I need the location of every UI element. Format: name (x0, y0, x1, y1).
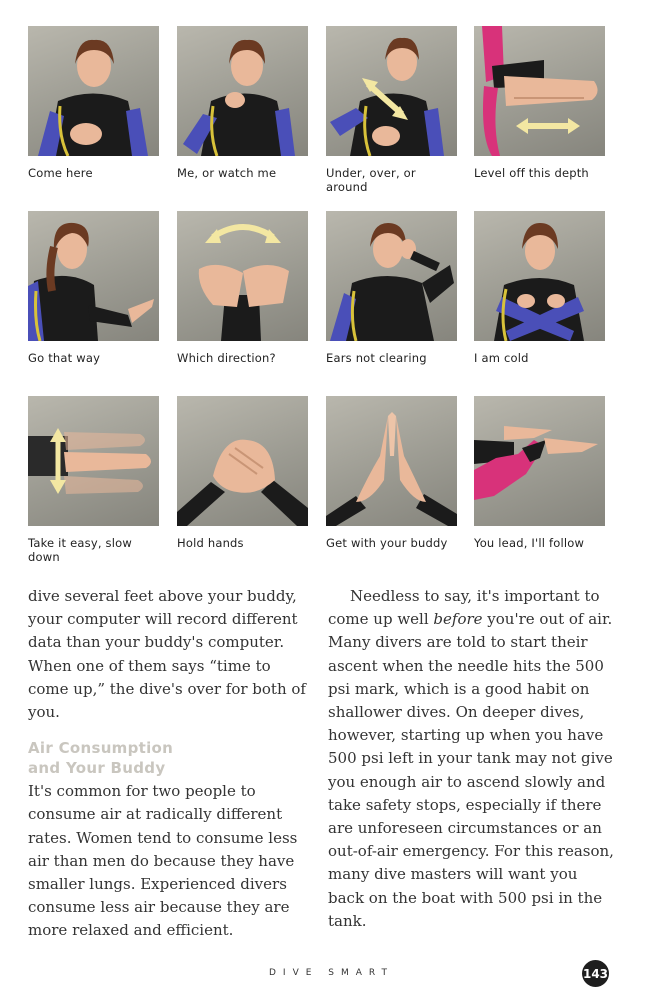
right-paragraph-start: Needless to say, it's important to come up well (328, 587, 600, 629)
signal-which-direction (177, 211, 308, 365)
signal-under-over-around (326, 26, 457, 194)
signal-caption: Ears not clearing (326, 351, 427, 365)
signal-get-with-buddy (326, 396, 457, 550)
photo-level-off (474, 26, 605, 156)
photo-under-over-around (326, 26, 457, 156)
signal-take-it-easy (28, 396, 159, 564)
photo-get-with-buddy (326, 396, 457, 526)
running-footer: DIVE SMART (268, 968, 395, 978)
signal-caption: Come here (28, 166, 93, 180)
signal-caption: Me, or watch me (177, 166, 277, 180)
photo-hold-hands (177, 396, 308, 526)
left-continuation-paragraph: dive several feet above your buddy, your computer will record different data than your buddy's computer. When one of them says “time to come up,” the dive's over for both of you. (28, 587, 306, 722)
signal-level-off (474, 26, 605, 180)
signal-caption: I am cold (474, 351, 529, 365)
signal-hold-hands (177, 396, 308, 550)
photo-come-here (28, 26, 159, 156)
right-paragraph (328, 585, 618, 933)
signal-ears-not-clearing (326, 211, 457, 365)
right-column (328, 585, 618, 933)
left-column (28, 585, 315, 943)
air-consumption-paragraph: It's common for two people to consume air at radically different rates. Women tend to consume less air than men do because they have smaller lungs. Experienced divers consume less air because they are more relaxed and efficient. (28, 782, 298, 940)
photo-you-lead (474, 396, 605, 526)
photo-go-that-way (28, 211, 159, 341)
signal-me-or-watch-me (177, 26, 308, 180)
signal-i-am-cold (474, 211, 605, 365)
signal-caption: Get with your buddy (326, 536, 448, 550)
signal-caption: Level off this depth (474, 166, 589, 180)
photo-i-am-cold (474, 211, 605, 341)
heading-line-2: and Your Buddy (28, 759, 166, 778)
signal-caption: Which direction? (177, 351, 276, 365)
photo-which-direction (177, 211, 308, 341)
right-paragraph-emphasis: before (433, 610, 483, 629)
page-number-badge: 143 (582, 960, 609, 987)
photo-ears-not-clearing (326, 211, 457, 341)
signal-caption: Under, over, or around (326, 166, 416, 194)
section-heading (28, 738, 315, 778)
signal-you-lead (474, 396, 605, 550)
photo-me-or-watch-me (177, 26, 308, 156)
signal-go-that-way (28, 211, 159, 365)
photo-take-it-easy (28, 396, 159, 526)
signal-come-here (28, 26, 159, 180)
signal-caption: Go that way (28, 351, 101, 365)
right-paragraph-end: you're out of air. Many divers are told to start their ascent when the needle hits the 500 psi mark, which is a good habit on shallower dives. On deeper dives, however, starting up when you have 500 psi left in your tank may not give you enough air to ascend slowly and take safety stops, especially if there are unforeseen circumstances or an out-of-air emergency. For this reason, many dive masters will want you back on the boat with 500 psi in the tank. (328, 610, 614, 930)
heading-line-1: Air Consumption (28, 739, 174, 758)
signal-caption: Take it easy, slow down (28, 536, 132, 564)
signal-caption: You lead, I'll follow (474, 536, 585, 550)
signal-caption: Hold hands (177, 536, 244, 550)
